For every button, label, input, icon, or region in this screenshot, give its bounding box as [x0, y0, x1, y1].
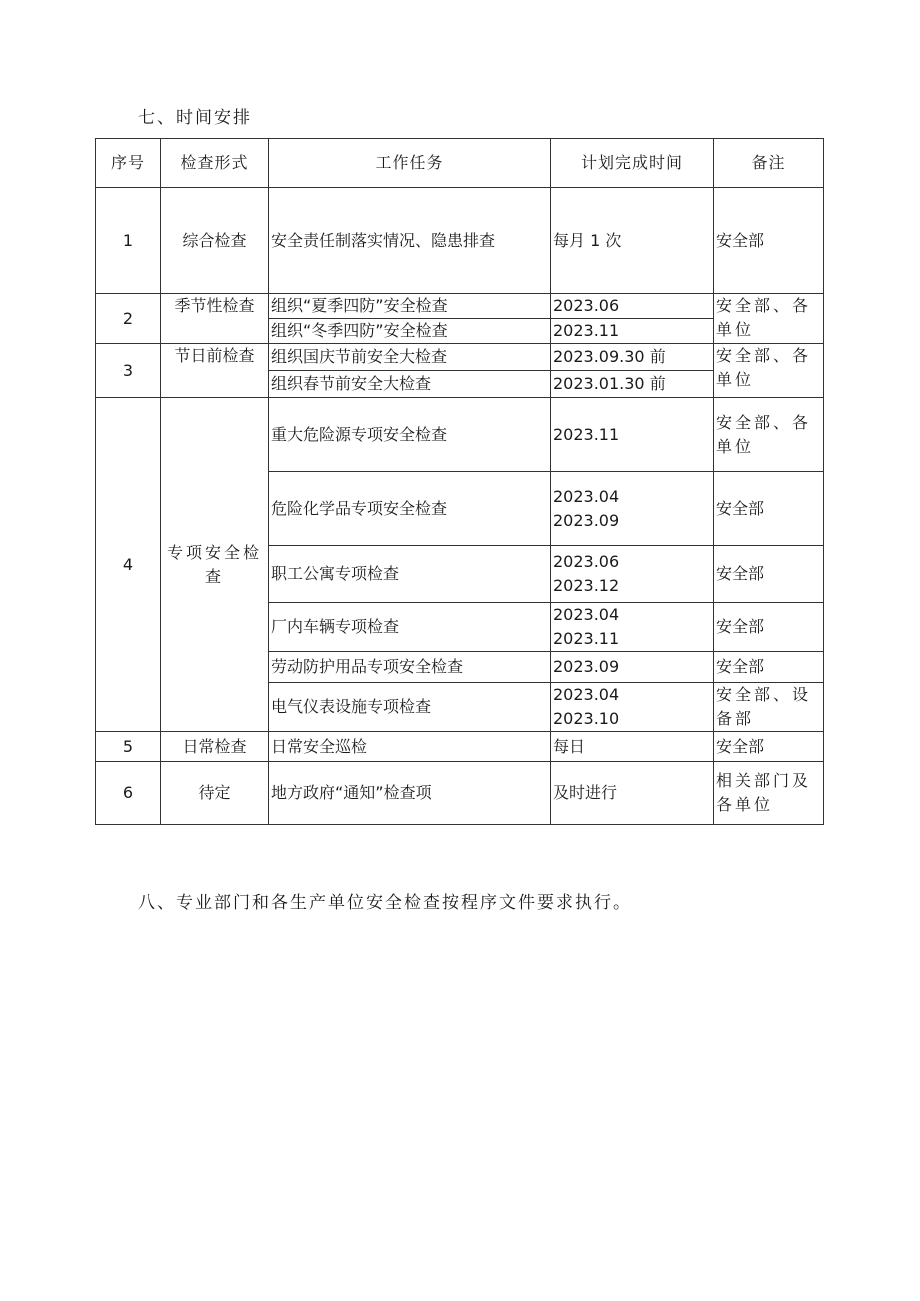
table-row: [96, 344, 824, 371]
cell-time: [551, 472, 714, 546]
time-line: 2023.10: [553, 709, 620, 728]
cell-time: 2023.01.30 前: [551, 371, 714, 398]
time-line: 2023.06: [553, 552, 620, 571]
cell-task: 电气仪表设施专项检查: [269, 683, 551, 732]
time-line: 2023.04: [553, 486, 620, 506]
time-line: 2023.12: [553, 576, 620, 595]
cell-form: 季节性检查: [161, 294, 269, 344]
cell-task: 职工公寓专项检查: [269, 546, 551, 603]
table-header-row: [96, 139, 824, 188]
cell-time: 2023.09: [551, 652, 714, 683]
header-form: 检查形式: [161, 139, 269, 188]
cell-task: 日常安全巡检: [269, 732, 551, 762]
cell-no: 4: [96, 398, 161, 732]
header-no: 序号: [96, 139, 161, 188]
cell-task: 安全责任制落实情况、隐患排查: [269, 188, 551, 294]
cell-form: 节日前检查: [161, 344, 269, 398]
cell-task: 组织国庆节前安全大检查: [269, 344, 551, 371]
cell-no: 6: [96, 762, 161, 825]
cell-time: 2023.09.30 前: [551, 344, 714, 371]
cell-note: 安全部: [714, 652, 824, 683]
cell-note: 相关部门及各单位: [714, 762, 824, 825]
cell-note: 安全部、各单位: [714, 344, 824, 398]
cell-time: 每日: [551, 732, 714, 762]
cell-no: 3: [96, 344, 161, 398]
section-8-text: 八、专业部门和各生产单位安全检查按程序文件要求执行。: [138, 893, 632, 913]
cell-no: 5: [96, 732, 161, 762]
cell-time: 及时进行: [551, 762, 714, 825]
cell-note: 安全部: [714, 188, 824, 294]
cell-no: 2: [96, 294, 161, 344]
time-line: 2023.11: [553, 629, 620, 648]
table-row: [96, 188, 824, 294]
cell-form: 待定: [161, 762, 269, 825]
cell-note: 安全部、各单位: [714, 294, 824, 344]
table-row: [96, 398, 824, 472]
cell-task: 地方政府“通知”检查项: [269, 762, 551, 825]
cell-time: 2023.06: [551, 294, 714, 319]
time-line: 2023.04: [553, 685, 620, 704]
cell-note: 安全部、各单位: [714, 398, 824, 472]
header-task: 工作任务: [269, 139, 551, 188]
cell-task: 危险化学品专项安全检查: [269, 472, 551, 546]
cell-task: 组织“夏季四防”安全检查: [269, 294, 551, 319]
cell-task: 劳动防护用品专项安全检查: [269, 652, 551, 683]
schedule-table: [95, 138, 824, 825]
time-line: 2023.09: [553, 510, 620, 530]
cell-note: 安全部: [714, 472, 824, 546]
table-row: [96, 762, 824, 825]
cell-task: 组织春节前安全大检查: [269, 371, 551, 398]
cell-time: [551, 546, 714, 603]
cell-time: 2023.11: [551, 398, 714, 472]
cell-task: 厂内车辆专项检查: [269, 603, 551, 652]
table-row: [96, 294, 824, 319]
cell-time: 每月 1 次: [551, 188, 714, 294]
section-7-heading: 七、时间安排: [138, 108, 252, 128]
cell-note: 安全部、设备部: [714, 683, 824, 732]
header-note: 备注: [714, 139, 824, 188]
cell-form: 日常检查: [161, 732, 269, 762]
cell-form: 综合检查: [161, 188, 269, 294]
cell-no: 1: [96, 188, 161, 294]
cell-form: 专项安全检查: [161, 398, 269, 732]
time-line: 2023.04: [553, 605, 620, 624]
header-time: 计划完成时间: [551, 139, 714, 188]
cell-note: 安全部: [714, 546, 824, 603]
cell-time: [551, 603, 714, 652]
table-row: [96, 732, 824, 762]
cell-task: 组织“冬季四防”安全检查: [269, 319, 551, 344]
cell-time: [551, 683, 714, 732]
cell-note: 安全部: [714, 603, 824, 652]
cell-note: 安全部: [714, 732, 824, 762]
cell-task: 重大危险源专项安全检查: [269, 398, 551, 472]
cell-time: 2023.11: [551, 319, 714, 344]
